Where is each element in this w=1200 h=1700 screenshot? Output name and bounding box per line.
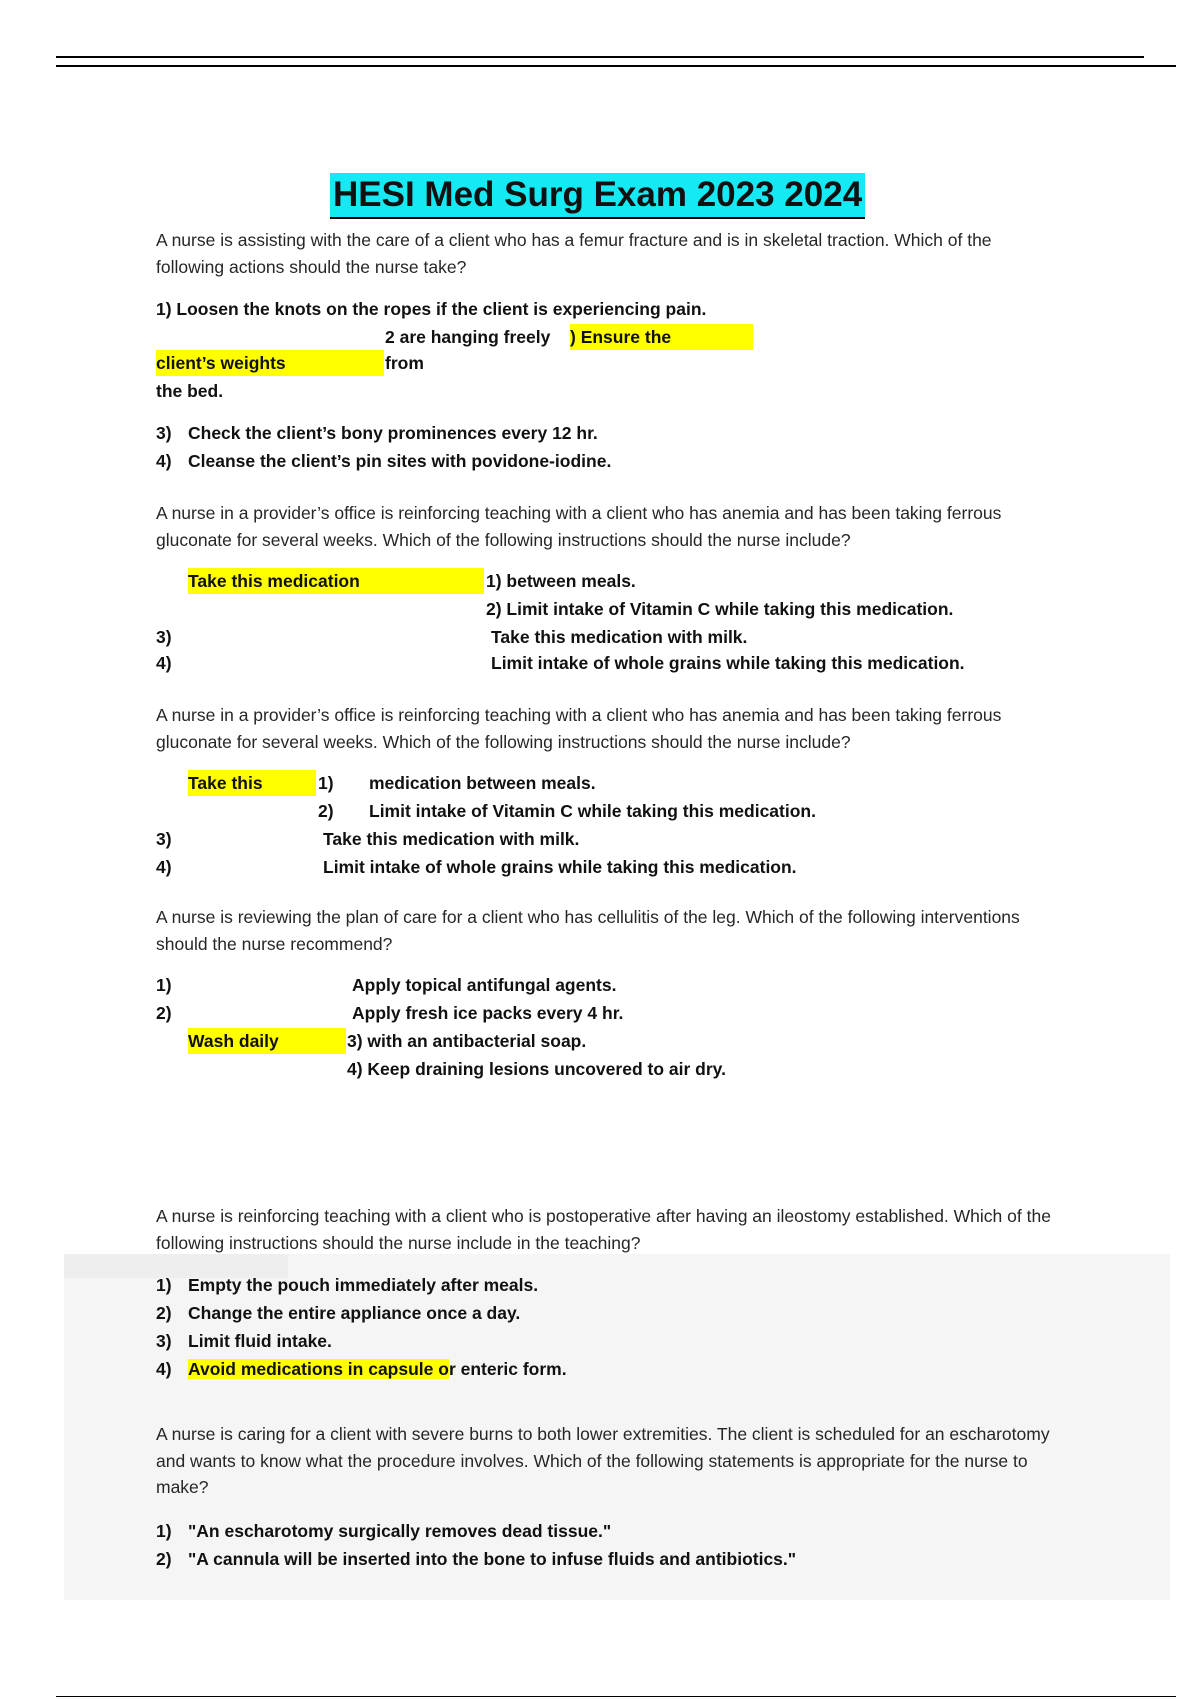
q5-option-3-text: Limit fluid intake. xyxy=(188,1331,332,1351)
question-5-text: A nurse is reinforcing teaching with a client who is postoperative after having an ileostomy established. Which of the following instructions should the nurse include in the teaching? xyxy=(156,1206,1051,1253)
q4-option-1-text: Apply topical antifungal agents. xyxy=(352,975,617,995)
q4-option-2-number: 2) xyxy=(156,1003,172,1023)
q5-option-1-text: Empty the pouch immediately after meals. xyxy=(188,1275,539,1295)
q1-option-2-part-e: the bed. xyxy=(156,381,224,401)
q3-option-2-text: Limit intake of Vitamin C while taking this medication. xyxy=(369,801,816,821)
q3-highlight-text: Take this xyxy=(188,773,263,793)
q6-option-1-number: 1) xyxy=(156,1521,172,1541)
q2-option-4-text: Limit intake of whole grains while taking this medication. xyxy=(491,653,965,673)
q2-option-1: 1) between meals. xyxy=(486,571,636,591)
q4-option-3: 3) with an antibacterial soap. xyxy=(347,1031,587,1051)
q5-option-4-rest: r enteric form. xyxy=(448,1359,567,1379)
q2-option-3-number: 3) xyxy=(156,627,172,647)
q6-option-2-number: 2) xyxy=(156,1549,172,1569)
q5-option-4-number: 4) xyxy=(156,1359,172,1379)
q1-option-2-part-d: from xyxy=(385,353,424,373)
q3-option-2-number: 2) xyxy=(318,801,334,821)
q3-option-3-text: Take this medication with milk. xyxy=(323,829,580,849)
q6-option-2-text: "A cannula will be inserted into the bone to infuse fluids and antibiotics." xyxy=(188,1549,797,1569)
q5-option-3-number: 3) xyxy=(156,1331,172,1351)
page-title: HESI Med Surg Exam 2023 2024 xyxy=(330,173,865,219)
q5-option-1-number: 1) xyxy=(156,1275,172,1295)
top-rule-2 xyxy=(56,65,1176,67)
question-2-text: A nurse in a provider’s office is reinforcing teaching with a client who has anemia and has been taking ferrous gluconate for several weeks. Which of the following instructions should the nurse include? xyxy=(156,503,1002,550)
q1-option-1: 1) Loosen the knots on the ropes if the client is experiencing pain. xyxy=(156,299,707,319)
q2-option-3-text: Take this medication with milk. xyxy=(491,627,748,647)
q6-option-1-text: "An escharotomy surgically removes dead tissue." xyxy=(188,1521,612,1541)
question-6-text: A nurse is caring for a client with severe burns to both lower extremities. The client is scheduled for an escharotomy and wants to know what the procedure involves. Which of the following statements is appropriate for the nurse to make? xyxy=(156,1424,1050,1497)
q3-option-4-number: 4) xyxy=(156,857,172,877)
q5-option-4-highlight: Avoid medications in capsule o xyxy=(188,1359,449,1379)
top-rule-1 xyxy=(56,56,1144,58)
q1-option-3-number: 3) xyxy=(156,423,172,443)
q1-option-2-part-c: client’s weights xyxy=(156,353,286,373)
q3-option-3-number: 3) xyxy=(156,829,172,849)
q3-option-1-number: 1) xyxy=(318,773,334,793)
q4-option-1-number: 1) xyxy=(156,975,172,995)
bottom-rule xyxy=(56,1696,1176,1697)
q5-option-4-text xyxy=(188,1356,567,1382)
question-4-text: A nurse is reviewing the plan of care for a client who has cellulitis of the leg. Which of the following interventions should the nurse recommend? xyxy=(156,907,1020,954)
q2-option-2: 2) Limit intake of Vitamin C while taking this medication. xyxy=(486,599,954,619)
q1-option-2-part-b: ) Ensure the xyxy=(570,327,672,347)
q1-option-4-text: Cleanse the client’s pin sites with povidone-iodine. xyxy=(188,451,612,471)
q5-option-2-text: Change the entire appliance once a day. xyxy=(188,1303,521,1323)
q5-option-2-number: 2) xyxy=(156,1303,172,1323)
question-3-text: A nurse in a provider’s office is reinforcing teaching with a client who has anemia and has been taking ferrous gluconate for several weeks. Which of the following instructions should the nurse include? xyxy=(156,705,1002,752)
q3-option-1-text: medication between meals. xyxy=(369,773,596,793)
q4-option-4: 4) Keep draining lesions uncovered to air dry. xyxy=(347,1059,726,1079)
q4-highlight-text: Wash daily xyxy=(188,1031,279,1051)
q4-option-2-text: Apply fresh ice packs every 4 hr. xyxy=(352,1003,624,1023)
q2-option-4-number: 4) xyxy=(156,653,172,673)
q1-option-2-part-a: 2 are hanging freely xyxy=(385,327,551,347)
q1-option-3-text: Check the client’s bony prominences every 12 hr. xyxy=(188,423,598,443)
q2-highlight-text: Take this medication xyxy=(188,571,360,591)
question-1-text: A nurse is assisting with the care of a client who has a femur fracture and is in skeletal traction. Which of the following actions should the nurse take? xyxy=(156,230,992,277)
q3-option-4-text: Limit intake of whole grains while taking this medication. xyxy=(323,857,797,877)
q1-option-4-number: 4) xyxy=(156,451,172,471)
